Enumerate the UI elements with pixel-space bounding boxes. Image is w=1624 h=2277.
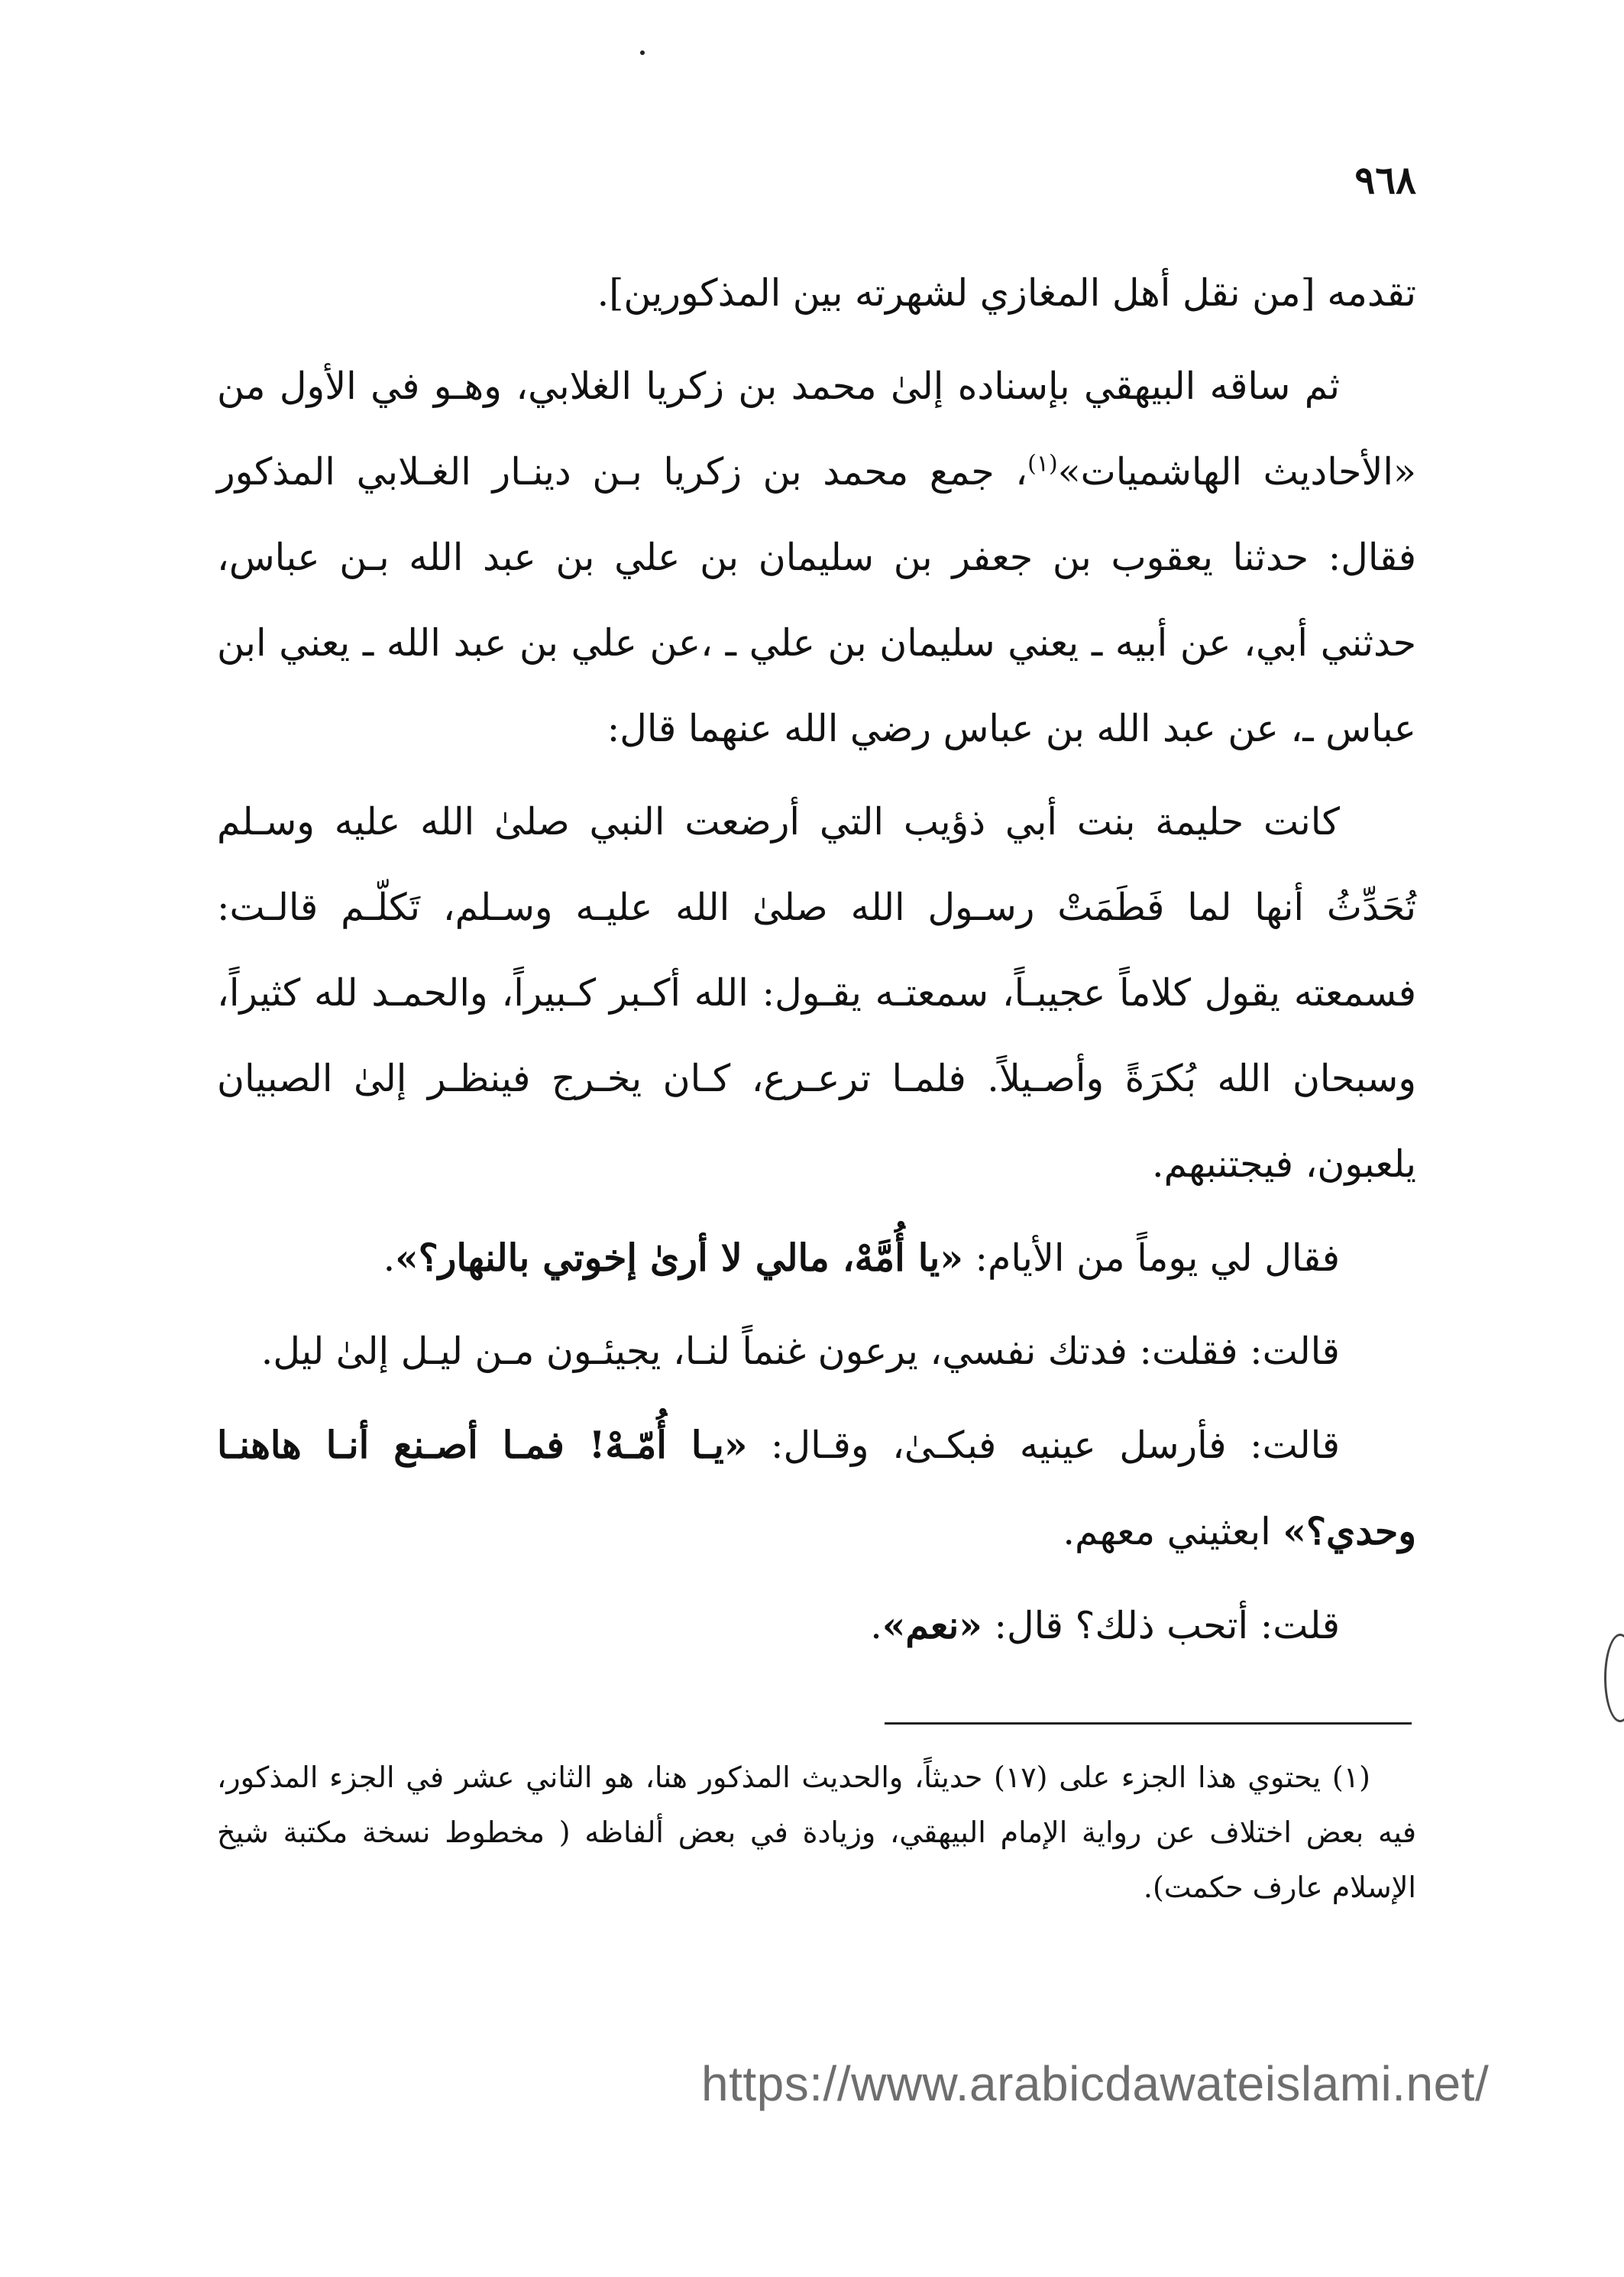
paragraph-7-quote: «نعم» xyxy=(882,1603,982,1647)
paragraph-7 xyxy=(217,1582,1416,1669)
main-text xyxy=(217,251,1416,1676)
paragraph-2-text-b: ، جمع محمد بن زكريا بـن دينـار الغـلابي المذكور فقال: حدثنا يعقوب بن جعفر بن سليمان بن علي بن عبد الله بـن عباس، حدثني أبي، عن أبيه ـ يعني سليمان بن علي ـ ،عن علي بن عبد الله ـ يعني ابن عباس ـ، عن عبد الله بن عباس رضي الله عنهما قال: xyxy=(217,450,1416,750)
paragraph-5-text: قالت: فقلت: فدتك نفسي، يرعون غنماً لنـا، يجيئـون مـن ليـل إلىٰ ليل. xyxy=(260,1330,1340,1373)
paragraph-5 xyxy=(217,1309,1416,1394)
page-speck xyxy=(640,50,645,55)
paragraph-1-text: تقدمه [من نقل أهل المغازي لشهرته بين المذكورين]. xyxy=(597,271,1416,315)
footnote-text: (١) يحتوي هذا الجزء على (١٧) حديثاً، والحديث المذكور هنا، هو الثاني عشر في الجزء المذكور، فيه بعض اختلاف عن رواية الإمام البيهقي، وزيادة في بعض ألفاظه ( مخطوط نسخة مكتبة شيخ الإسلام عارف حكمت). xyxy=(217,1760,1416,1904)
website-watermark: https://www.arabicdawateislami.net/ xyxy=(701,2056,1490,2111)
paragraph-4-end: . xyxy=(383,1236,396,1280)
paragraph-6-quote: «يـا أُمّـهْ! فمـا أصـنع أنـا هاهنـا وحدي؟» xyxy=(217,1423,1416,1553)
paragraph-2 xyxy=(217,344,1416,772)
footnote xyxy=(217,1750,1416,1915)
paragraph-3-text: كانت حليمة بنت أبي ذؤيب التي أرضعت النبي صلىٰ الله عليه وسـلم تُحَدِّثُ أنها لما فَطَمَتْ رسـول الله صلىٰ الله عليـه وسـلم، تَكلّـم قالـت: فسمعته يقول كلاماً عجيبـاً، سمعتـه يقـول: الله أكـبر كـبيراً، والحمـد لله كثيراً، وسبحان الله بُكرَةً وأصـيلاً. فلمـا ترعـرع، كـان يخـرج فينظـر إلىٰ الصبيان يلعبون، فيجتنبهم. xyxy=(217,800,1416,1186)
paragraph-1 xyxy=(217,251,1416,336)
page-number: ٩٦٨ xyxy=(1354,157,1416,202)
paragraph-3 xyxy=(217,779,1416,1207)
footnote-separator xyxy=(885,1722,1412,1725)
paragraph-4 xyxy=(217,1215,1416,1301)
paragraph-4-quote: «يا أُمَّهْ، مالي لا أرىٰ إخوتي بالنهار؟» xyxy=(395,1236,963,1280)
page-edge-mark xyxy=(1604,1634,1624,1722)
paragraph-2-text-a: ثم ساقه البيهقي بإسناده إلىٰ محمد بن زكريا الغلابي، وهـو في الأول من «الأحاديث الهاشميات» xyxy=(217,364,1416,494)
paragraph-6-end: ابعثيني معهم. xyxy=(1063,1510,1283,1553)
footnote-reference: (١) xyxy=(1027,450,1058,478)
paragraph-7-end: . xyxy=(870,1604,882,1647)
paragraph-6 xyxy=(217,1402,1416,1575)
paragraph-4-text: فقال لي يوماً من الأيام: xyxy=(975,1236,1340,1280)
paragraph-6-text: قالت: فأرسل عينيه فبكـىٰ، وقـال: xyxy=(771,1424,1340,1467)
paragraph-7-text: قلت: أتحب ذلك؟ قال: xyxy=(994,1604,1340,1647)
